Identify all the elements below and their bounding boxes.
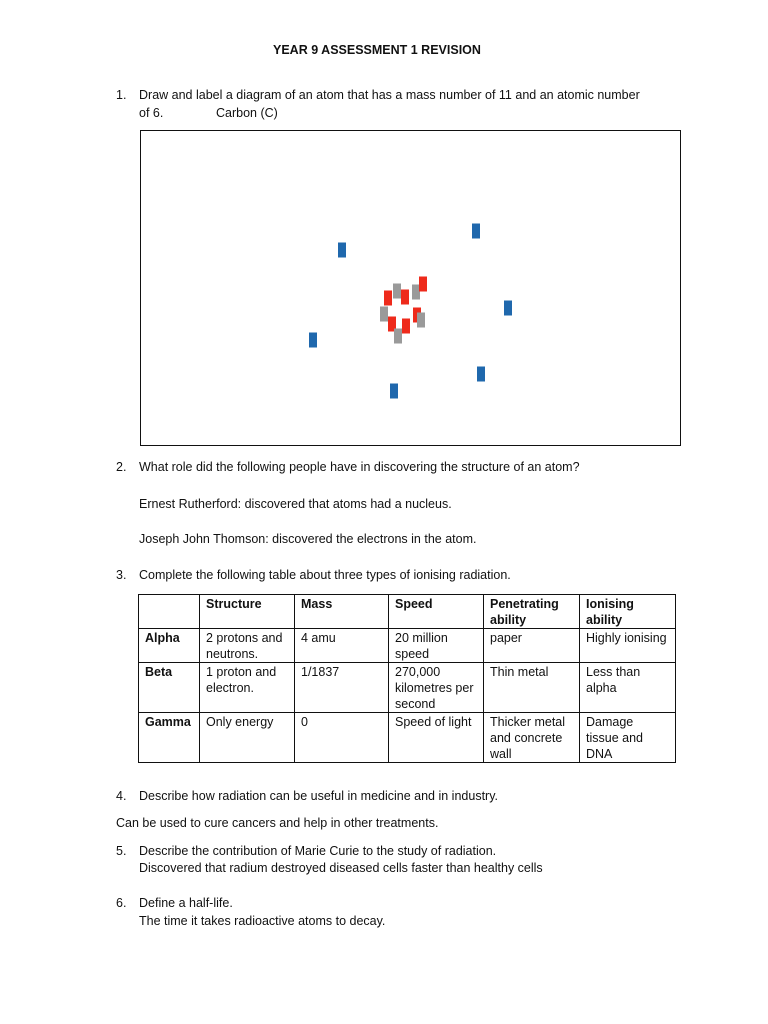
electron-particle bbox=[309, 333, 317, 348]
q3-question: Complete the following table about three types of ionising radiation. bbox=[139, 568, 511, 582]
neutron-particle bbox=[412, 285, 420, 300]
table-header-cell: Speed bbox=[389, 595, 484, 629]
radiation-table bbox=[138, 594, 676, 763]
electron-particle bbox=[477, 367, 485, 382]
q1-number: 1. bbox=[116, 88, 127, 102]
table-header-cell: Structure bbox=[200, 595, 295, 629]
table-cell: Less than alpha bbox=[580, 663, 676, 713]
table-header-cell: Penetrating ability bbox=[484, 595, 580, 629]
table-row-gamma bbox=[139, 713, 676, 763]
q4-answer: Can be used to cure cancers and help in other treatments. bbox=[116, 816, 439, 830]
q6-question: Define a half-life. bbox=[139, 896, 233, 910]
table-cell: Speed of light bbox=[389, 713, 484, 763]
table-row-label: Alpha bbox=[139, 629, 200, 663]
q5-question: Describe the contribution of Marie Curie to the study of radiation. bbox=[139, 844, 497, 858]
q4-question: Describe how radiation can be useful in medicine and in industry. bbox=[139, 789, 498, 803]
q6-number: 6. bbox=[116, 896, 127, 910]
table-cell: Damage tissue and DNA bbox=[580, 713, 676, 763]
electron-particle bbox=[338, 243, 346, 258]
q2-answer-rutherford: Ernest Rutherford: discovered that atoms had a nucleus. bbox=[139, 497, 452, 511]
table-cell: Thicker metal and concrete wall bbox=[484, 713, 580, 763]
atom-diagram bbox=[140, 130, 681, 446]
table-header-row bbox=[139, 595, 676, 629]
q2-answer-thomson: Joseph John Thomson: discovered the electrons in the atom. bbox=[139, 532, 477, 546]
neutron-particle bbox=[380, 307, 388, 322]
q5-answer: Discovered that radium destroyed diseased cells faster than healthy cells bbox=[139, 861, 543, 875]
table-header-cell bbox=[139, 595, 200, 629]
q6-answer: The time it takes radioactive atoms to decay. bbox=[139, 914, 386, 928]
table-cell: 4 amu bbox=[295, 629, 389, 663]
neutron-particle bbox=[417, 313, 425, 328]
table-cell: 1/1837 bbox=[295, 663, 389, 713]
table-cell: 270,000 kilometres per second bbox=[389, 663, 484, 713]
electron-particle bbox=[390, 384, 398, 399]
proton-particle bbox=[419, 277, 427, 292]
table-row-label: Gamma bbox=[139, 713, 200, 763]
q1-question-line2: of 6. bbox=[139, 106, 164, 120]
electron-particle bbox=[504, 301, 512, 316]
q4-number: 4. bbox=[116, 789, 127, 803]
table-cell: Only energy bbox=[200, 713, 295, 763]
neutron-particle bbox=[393, 284, 401, 299]
proton-particle bbox=[384, 291, 392, 306]
table-cell: 2 protons and neutrons. bbox=[200, 629, 295, 663]
atom-diagram-canvas bbox=[141, 131, 679, 444]
q5-number: 5. bbox=[116, 844, 127, 858]
table-row-label: Beta bbox=[139, 663, 200, 713]
neutron-particle bbox=[394, 329, 402, 344]
table-cell: paper bbox=[484, 629, 580, 663]
table-row-alpha bbox=[139, 629, 676, 663]
page-title: YEAR 9 ASSESSMENT 1 REVISION bbox=[273, 43, 481, 57]
table-row-beta bbox=[139, 663, 676, 713]
table-header-cell: Ionising ability bbox=[580, 595, 676, 629]
table-cell: Highly ionising bbox=[580, 629, 676, 663]
q2-question: What role did the following people have in discovering the structure of an atom? bbox=[139, 460, 580, 474]
table-cell: 0 bbox=[295, 713, 389, 763]
table-cell: 20 million speed bbox=[389, 629, 484, 663]
q2-number: 2. bbox=[116, 460, 127, 474]
q1-question-line1: Draw and label a diagram of an atom that has a mass number of 11 and an atomic number bbox=[139, 88, 640, 102]
table-header-cell: Mass bbox=[295, 595, 389, 629]
q1-answer: Carbon (C) bbox=[216, 106, 278, 120]
proton-particle bbox=[402, 319, 410, 334]
electron-particle bbox=[472, 224, 480, 239]
table-cell: Thin metal bbox=[484, 663, 580, 713]
table-cell: 1 proton and electron. bbox=[200, 663, 295, 713]
proton-particle bbox=[401, 290, 409, 305]
q3-number: 3. bbox=[116, 568, 127, 582]
